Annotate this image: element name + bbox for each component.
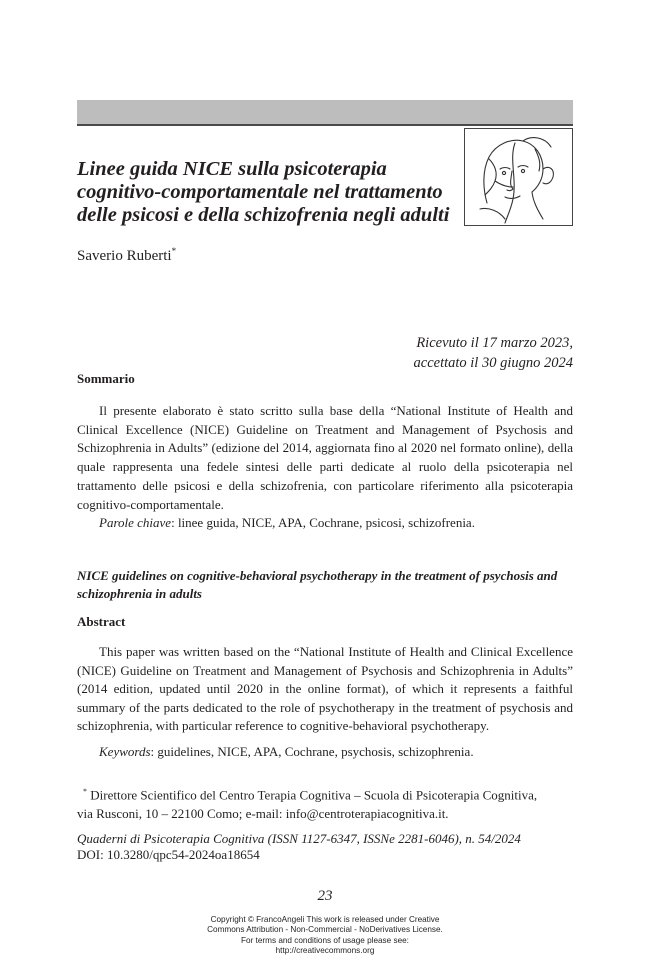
abstract-heading: Abstract (77, 614, 126, 629)
author-name: Saverio Ruberti (77, 248, 172, 264)
copyright-line-3: For terms and conditions of usage please see: (241, 935, 409, 945)
sommario-paragraph (77, 402, 573, 514)
journal-info (77, 831, 521, 863)
footnote-line-1: * Direttore Scientifico del Centro Terapia Cognitiva – Scuola di Psicoterapia Cognitiva, (83, 787, 538, 803)
english-title: NICE guidelines on cognitive-behavioral psychotherapy in the treatment of psychosis and schizophrenia in adults (77, 568, 558, 601)
sommario-keywords (99, 515, 475, 531)
sommario-text: Il presente elaborato è stato scritto sulla base della “National Institute of Health and Clinical Excellence (NICE) Guideline on Treatment and Management of Psychosis and Schizophrenia in Adults” (edizione del 2014, aggiornata fino al 2020 nel formato online), della quale rappresenta una fedele sintesi delle parti dedicate al ruolo della psicoterapia nel trattamento delle psicosi e della schizofrenia, con particolare riferimento alla psicoterapia cognitivo-comportamentale. (77, 403, 573, 512)
author-footnote-mark: * (171, 246, 177, 256)
footnote (77, 782, 573, 823)
abstract-text: This paper was written based on the “National Institute of Health and Clinical Excellence (NICE) Guideline on Treatment and Management of Psychosis and Schizophrenia in Adults” (2014 edition, updated until 2020 in the online format), of which it represents a faithful summary of the parts dedicated to the role of psychotherapy in the treatment of psychosis and schizophrenia, with particular reference to cognitive-behavioral psychotherapy. (77, 644, 573, 733)
sommario-heading: Sommario (77, 371, 135, 386)
received-date: Ricevuto il 17 marzo 2023, (416, 335, 573, 351)
page-number: 23 (317, 888, 333, 904)
abstract-keywords (99, 744, 474, 760)
article-title: Linee guida NICE sulla psicoterapia cognitivo-comportamentale nel trattamento delle psicosi e della schizofrenia negli adulti (77, 158, 450, 226)
face-sketch-icon (465, 129, 572, 225)
header-bar (77, 100, 573, 124)
accepted-date: accettato il 30 giugno 2024 (413, 355, 573, 371)
copyright-line-1: Copyright © FrancoAngeli This work is released under Creative (210, 915, 440, 924)
doi: DOI: 10.3280/qpc54-2024oa18654 (77, 847, 260, 862)
keywords-text: : guidelines, NICE, APA, Cochrane, psychosis, schizophrenia. (150, 744, 474, 759)
keywords-label: Parole chiave (99, 515, 172, 530)
received-dates (414, 333, 573, 373)
footnote-mark: * (83, 787, 87, 796)
footnote-line-2: via Rusconi, 10 – 22100 Como; e-mail: info@centroterapiacognitiva.it. (77, 806, 449, 822)
copyright-line-2: Commons Attribution - Non-Commercial - NoDerivatives License. (207, 925, 443, 935)
copyright-notice (0, 915, 650, 957)
abstract-paragraph (77, 643, 573, 736)
journal-logo (464, 128, 573, 226)
author (77, 246, 176, 265)
keywords-text: : linee guida, NICE, APA, Cochrane, psicosi, schizofrenia. (171, 515, 475, 530)
journal-citation: Quaderni di Psicoterapia Cognitiva (ISSN 1127-6347, ISSNe 2281-6046), n. 54/2024 (77, 831, 521, 846)
keywords-label: Keywords (99, 744, 151, 759)
copyright-link[interactable]: http://creativecommons.org (275, 946, 375, 956)
header-rule (77, 124, 573, 126)
